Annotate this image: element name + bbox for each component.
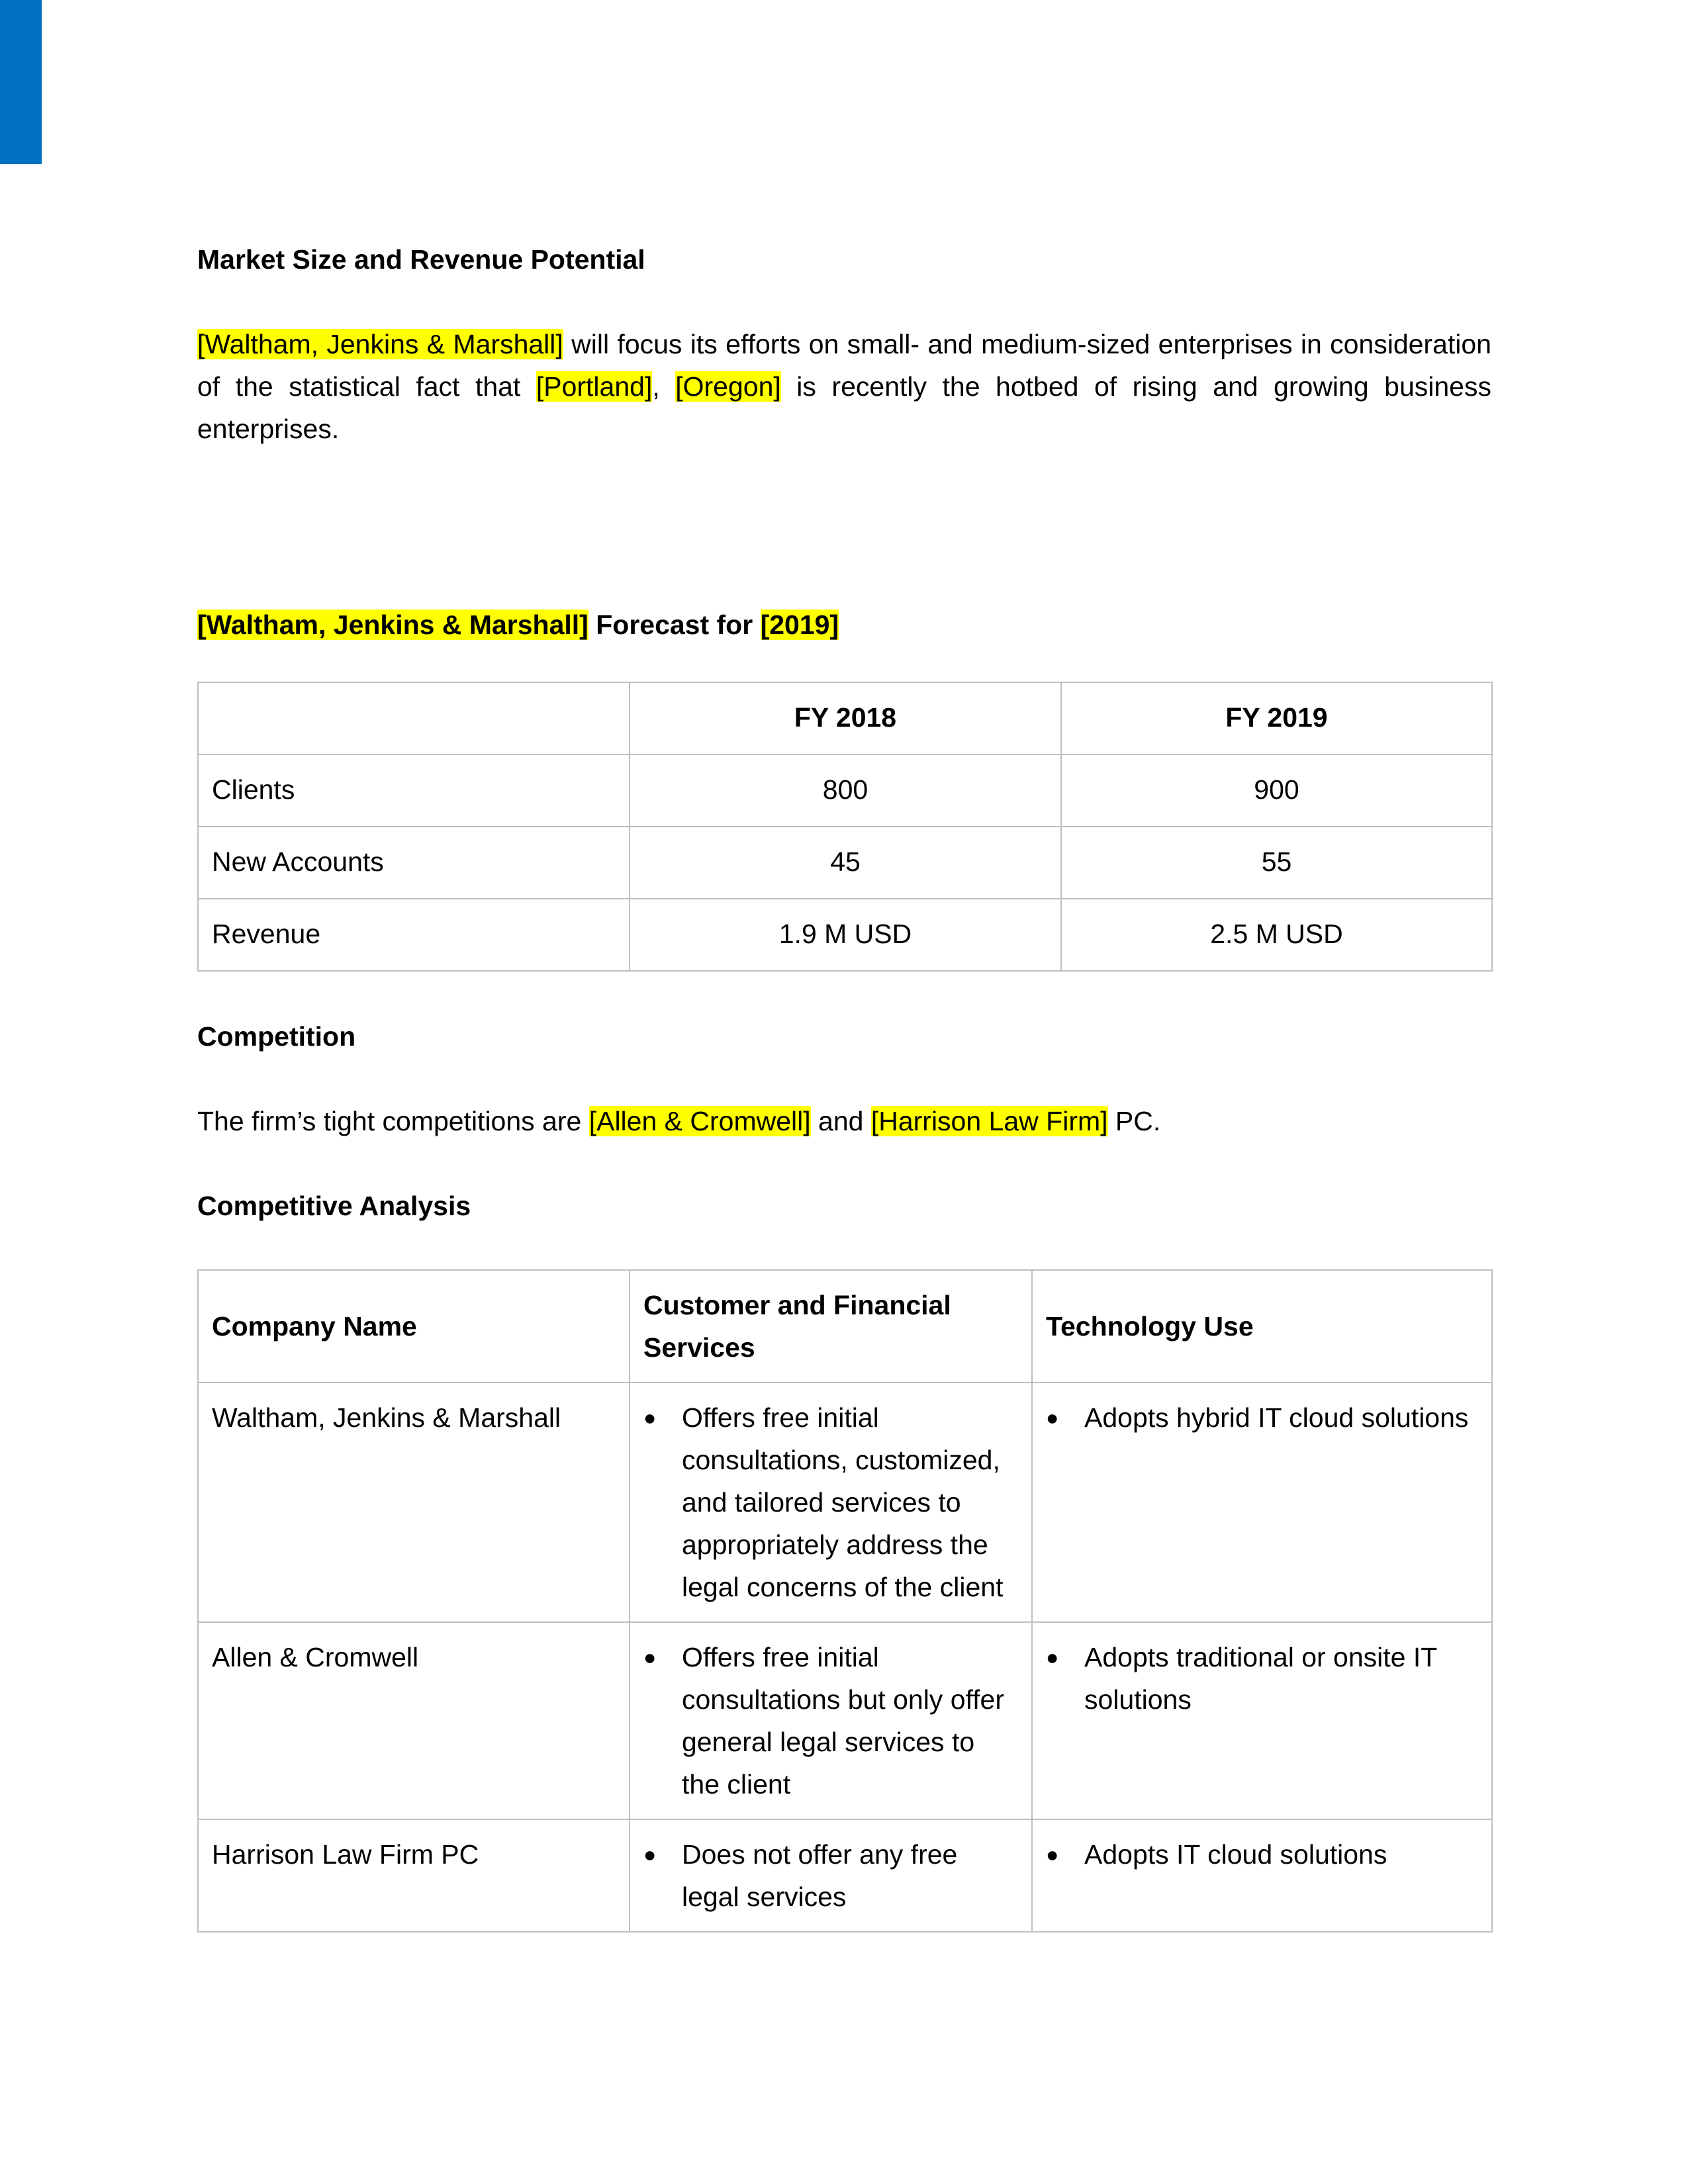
competition-heading: Competition xyxy=(197,1021,356,1052)
row-label: Clients xyxy=(198,754,630,827)
market-heading: Market Size and Revenue Potential xyxy=(197,244,645,275)
market-comma: , xyxy=(652,371,676,402)
list-item xyxy=(1046,1636,1478,1721)
company-name: Harrison Law Firm PC xyxy=(198,1819,630,1932)
analysis-heading: Competitive Analysis xyxy=(197,1191,471,1221)
list-item xyxy=(643,1636,1018,1805)
highlight-competitor-1: [Allen & Cromwell] xyxy=(588,1106,811,1136)
company-name: Allen & Cromwell xyxy=(198,1622,630,1819)
technology-text: Adopts IT cloud solutions xyxy=(1084,1839,1387,1870)
bullet-icon: ● xyxy=(643,1843,657,1866)
forecast-header-row xyxy=(198,682,1492,754)
competition-text-2: PC. xyxy=(1107,1106,1161,1136)
table-row xyxy=(198,1383,1492,1622)
bullet-icon: ● xyxy=(1046,1843,1059,1866)
row-label: Revenue xyxy=(198,899,630,971)
highlight-state: [Oregon] xyxy=(675,371,781,402)
forecast-table xyxy=(197,682,1493,972)
list-item xyxy=(1046,1833,1478,1876)
highlight-forecast-year: [2019] xyxy=(760,610,839,640)
competition-text-1: The firm’s tight competitions are xyxy=(197,1106,589,1136)
market-text-2: is recently the hotbed of rising and growing business enterprises. xyxy=(197,371,1491,444)
market-text-1: will focus its efforts on small- and medium-sized enterprises in consideration of the statistical fact that xyxy=(197,329,1491,402)
market-paragraph xyxy=(197,323,1491,450)
services-text: Offers free initial consultations but only offer general legal services to the client xyxy=(682,1642,1004,1799)
analysis-table xyxy=(197,1269,1493,1933)
cell-fy2019: 55 xyxy=(1061,827,1492,899)
cell-fy2018: 800 xyxy=(630,754,1061,827)
forecast-heading xyxy=(197,604,1491,646)
competition-and: and xyxy=(810,1106,871,1136)
services-cell xyxy=(630,1383,1032,1622)
cell-fy2019: 900 xyxy=(1061,754,1492,827)
cell-fy2018: 45 xyxy=(630,827,1061,899)
forecast-header-fy2018: FY 2018 xyxy=(630,682,1061,754)
forecast-header-fy2019: FY 2019 xyxy=(1061,682,1492,754)
technology-text: Adopts hybrid IT cloud solutions xyxy=(1084,1402,1469,1433)
cell-fy2018: 1.9 M USD xyxy=(630,899,1061,971)
highlight-forecast-firm: [Waltham, Jenkins & Marshall] xyxy=(197,610,588,640)
services-cell xyxy=(630,1819,1032,1932)
table-row xyxy=(198,1622,1492,1819)
bullet-icon: ● xyxy=(643,1406,657,1430)
highlight-city: [Portland] xyxy=(536,371,653,402)
technology-text: Adopts traditional or onsite IT solutions xyxy=(1084,1642,1437,1715)
company-name: Waltham, Jenkins & Marshall xyxy=(198,1383,630,1622)
list-item xyxy=(1046,1396,1478,1439)
competition-paragraph xyxy=(197,1100,1491,1142)
services-text: Does not offer any free legal services xyxy=(682,1839,958,1912)
table-row xyxy=(198,899,1492,971)
forecast-header-empty xyxy=(198,682,630,754)
bullet-icon: ● xyxy=(643,1645,657,1669)
analysis-header-company: Company Name xyxy=(198,1270,630,1383)
forecast-heading-mid: Forecast for xyxy=(588,610,761,640)
analysis-header-row xyxy=(198,1270,1492,1383)
list-item xyxy=(643,1396,1018,1608)
table-row xyxy=(198,1819,1492,1932)
cell-fy2019: 2.5 M USD xyxy=(1061,899,1492,971)
technology-cell xyxy=(1032,1383,1492,1622)
services-cell xyxy=(630,1622,1032,1819)
bullet-icon: ● xyxy=(1046,1645,1059,1669)
highlight-firm-name: [Waltham, Jenkins & Marshall] xyxy=(197,329,563,359)
list-item xyxy=(643,1833,1018,1918)
table-row xyxy=(198,754,1492,827)
analysis-header-services: Customer and Financial Services xyxy=(630,1270,1032,1383)
bullet-icon: ● xyxy=(1046,1406,1059,1430)
accent-bar xyxy=(0,0,42,164)
row-label: New Accounts xyxy=(198,827,630,899)
services-text: Offers free initial consultations, customized, and tailored services to appropriately address the legal concerns of the client xyxy=(682,1402,1004,1602)
technology-cell xyxy=(1032,1819,1492,1932)
document-body xyxy=(197,238,1491,1933)
technology-cell xyxy=(1032,1622,1492,1819)
highlight-competitor-2: [Harrison Law Firm] xyxy=(870,1106,1108,1136)
table-row xyxy=(198,827,1492,899)
analysis-header-technology: Technology Use xyxy=(1032,1270,1492,1383)
